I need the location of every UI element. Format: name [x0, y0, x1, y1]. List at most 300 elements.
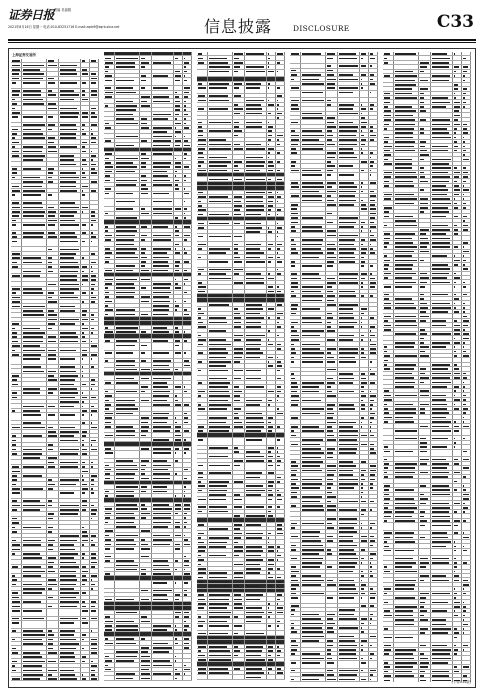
table-cell: [383, 618, 394, 621]
table-cell: [326, 285, 337, 288]
table-cell: [419, 429, 430, 436]
table-cell: [59, 438, 82, 441]
table-cell: [462, 493, 471, 496]
table-cell: [267, 230, 276, 233]
table-cell: [233, 151, 244, 154]
table-cell: [174, 576, 183, 579]
table-cell: [11, 59, 22, 62]
table-cell: [338, 596, 361, 603]
table-cell: [22, 296, 47, 299]
table-cell: [453, 157, 462, 160]
table-cell: [326, 652, 337, 655]
table-cell: [152, 468, 175, 471]
table-cell: [276, 580, 285, 583]
table-cell: [326, 307, 337, 310]
table-cell: [360, 294, 369, 297]
table-row: [104, 451, 192, 459]
table-cell: [197, 549, 208, 552]
table-cell: [326, 583, 337, 586]
table-cell: [47, 136, 58, 139]
table-cell: [90, 582, 99, 585]
table-cell: [301, 276, 326, 279]
table-cell: [383, 153, 394, 156]
table-cell: [419, 179, 430, 182]
table-cell: [290, 648, 301, 651]
table-cell: [394, 556, 419, 559]
table-cell: [152, 326, 175, 329]
table-cell: [301, 451, 326, 454]
table-cell: [174, 498, 183, 501]
table-cell: [462, 245, 471, 248]
table-cell: [183, 134, 192, 137]
table-cell: [183, 264, 192, 267]
table-cell: [276, 147, 285, 150]
table-cell: [431, 184, 454, 187]
table-cell: [290, 398, 301, 401]
table-cell: [183, 174, 192, 177]
table-cell: [276, 562, 285, 565]
table-cell: [140, 403, 151, 406]
table-cell: [290, 512, 301, 515]
table-cell: [453, 631, 462, 634]
table-cell: [431, 175, 454, 178]
table-cell: [90, 378, 99, 381]
table-cell: [338, 285, 361, 288]
table-cell: [115, 472, 140, 475]
table-cell: [369, 648, 378, 651]
table-cell: [47, 574, 58, 577]
table-cell: [453, 450, 462, 457]
table-cell: [326, 526, 337, 529]
table-row: [104, 676, 192, 680]
table-cell: [453, 514, 462, 517]
table-cell: [431, 201, 454, 204]
table-cell: [183, 317, 192, 320]
table-cell: [383, 319, 394, 322]
table-cell: [462, 445, 471, 448]
table-cell: [152, 192, 175, 199]
table-cell: [59, 543, 82, 546]
table-cell: [338, 225, 361, 228]
table-cell: [462, 276, 471, 279]
table-cell: [47, 430, 58, 433]
table-cell: [369, 416, 378, 419]
table-cell: [90, 210, 99, 213]
table-cell: [431, 484, 454, 487]
table-cell: [174, 104, 183, 107]
table-cell: [301, 368, 326, 371]
table-cell: [47, 642, 58, 645]
table-cell: [183, 542, 192, 545]
table-row: [290, 661, 378, 669]
table-cell: [290, 185, 301, 188]
table-cell: [47, 569, 58, 572]
table-cell: [208, 606, 233, 609]
table-cell: [174, 330, 183, 333]
table-cell: [22, 304, 47, 307]
table-cell: [290, 639, 301, 642]
table-cell: [462, 549, 471, 556]
table-cell: [59, 430, 82, 433]
table-cell: [431, 622, 454, 625]
table-cell: [290, 583, 301, 586]
table-cell: [11, 278, 22, 281]
table-cell: [11, 530, 22, 533]
table-cell: [360, 447, 369, 450]
table-cell: [11, 205, 22, 208]
table-cell: [208, 580, 233, 583]
table-cell: [394, 153, 419, 156]
table-cell: [245, 602, 268, 605]
table-cell: [360, 630, 369, 633]
table-cell: [104, 156, 115, 159]
table-cell: [90, 487, 99, 490]
table-cell: [90, 543, 99, 546]
table-cell: [47, 63, 58, 66]
table-row: [383, 635, 471, 643]
table-cell: [104, 148, 115, 151]
table-cell: [360, 656, 369, 659]
table-cell: [152, 216, 175, 219]
table-cell: [245, 571, 268, 574]
table-cell: [453, 436, 462, 439]
table-cell: [462, 74, 471, 77]
table-cell: [394, 171, 419, 174]
table-cell: [47, 421, 58, 424]
table-cell: [90, 318, 99, 321]
table-cell: [90, 189, 99, 192]
table-cell: [326, 233, 337, 236]
table-cell: [208, 338, 233, 341]
table-cell: [104, 516, 115, 519]
table-cell: [267, 133, 276, 136]
table-cell: [115, 233, 140, 236]
table-cell: [394, 648, 419, 651]
table-cell: [152, 494, 175, 497]
table-cell: [104, 481, 115, 484]
table-cell: [81, 460, 90, 463]
table-cell: [301, 303, 326, 306]
table-cell: [174, 468, 183, 471]
table-cell: [22, 434, 47, 437]
table-cell: [90, 304, 99, 307]
table-cell: [197, 653, 208, 656]
table-cell: [360, 534, 369, 537]
table-cell: [152, 207, 175, 210]
table-cell: [47, 193, 58, 200]
table-cell: [383, 493, 394, 496]
table-cell: [208, 567, 233, 570]
table-cell: [394, 578, 419, 581]
table-cell: [383, 135, 394, 138]
table-cell: [104, 78, 115, 85]
table-cell: [115, 242, 140, 245]
table-cell: [115, 672, 140, 675]
table-row: [383, 523, 471, 531]
table-cell: [59, 265, 82, 268]
table-cell: [115, 304, 140, 307]
table-cell: [90, 59, 99, 62]
table-cell: [208, 602, 233, 605]
table-cell: [326, 220, 337, 223]
table-cell: [453, 219, 462, 222]
table-cell: [431, 424, 454, 427]
table-cell: [369, 181, 378, 184]
table-cell: [462, 197, 471, 200]
table-row: [197, 675, 285, 679]
table-cell: [197, 147, 208, 150]
table-cell: [453, 596, 462, 599]
table-cell: [301, 255, 326, 258]
table-cell: [383, 549, 394, 556]
table-cell: [326, 673, 337, 676]
table-cell: [104, 295, 115, 298]
table-cell: [453, 402, 462, 405]
table-cell: [90, 456, 99, 459]
table-cell: [462, 665, 471, 668]
table-cell: [245, 260, 268, 267]
table-cell: [59, 184, 82, 187]
table-cell: [245, 658, 268, 661]
table-cell: [369, 617, 378, 620]
table-cell: [338, 155, 361, 158]
table-cell: [152, 538, 175, 541]
table-cell: [383, 280, 394, 283]
table-cell: [47, 391, 58, 394]
table-cell: [47, 582, 58, 585]
table-cell: [338, 486, 361, 489]
table-cell: [245, 116, 268, 119]
table-cell: [47, 93, 58, 96]
table-cell: [326, 86, 337, 89]
table-cell: [140, 99, 151, 102]
table-cell: [267, 294, 276, 297]
table-cell: [81, 344, 90, 347]
table-cell: [326, 596, 337, 603]
table-cell: [183, 433, 192, 436]
table-cell: [174, 481, 183, 484]
table-cell: [197, 597, 208, 600]
table-cell: [104, 650, 115, 653]
table-cell: [174, 148, 183, 151]
table-cell: [276, 226, 285, 229]
table-cell: [338, 198, 361, 201]
table-cell: [383, 605, 394, 608]
table-cell: [233, 199, 244, 202]
table-cell: [394, 166, 419, 169]
table-cell: [11, 600, 22, 603]
table-cell: [453, 228, 462, 231]
table-cell: [174, 615, 183, 618]
table-cell: [81, 596, 90, 599]
table-cell: [22, 167, 47, 170]
table-cell: [47, 396, 58, 399]
table-cell: [81, 478, 90, 481]
table-cell: [104, 126, 115, 129]
table-cell: [197, 230, 208, 233]
table-cell: [197, 385, 208, 388]
table-cell: [431, 219, 454, 222]
table-row: [290, 56, 378, 64]
table-cell: [183, 611, 192, 614]
table-cell: [174, 490, 183, 493]
table-cell: [338, 164, 361, 167]
table-cell: [453, 127, 462, 130]
table-cell: [276, 527, 285, 530]
table-cell: [183, 507, 192, 510]
table-cell: [81, 260, 90, 263]
table-cell: [197, 234, 208, 241]
table-cell: [174, 363, 183, 366]
table-cell: [197, 151, 208, 154]
table-cell: [208, 234, 233, 241]
table-cell: [383, 166, 394, 169]
table-cell: [140, 229, 151, 232]
table-cell: [47, 491, 58, 498]
table-cell: [383, 350, 394, 353]
table-cell: [59, 235, 82, 238]
table-cell: [174, 438, 183, 441]
table-cell: [431, 127, 454, 130]
table-cell: [360, 578, 369, 581]
table-cell: [90, 491, 99, 498]
table-cell: [197, 412, 208, 415]
table-cell: [152, 525, 175, 528]
table-cell: [290, 103, 301, 106]
table-cell: [301, 608, 326, 611]
table-cell: [394, 389, 419, 392]
table-cell: [81, 438, 90, 441]
table-cell: [174, 317, 183, 320]
table-cell: [11, 123, 22, 126]
table-cell: [115, 183, 140, 186]
table-cell: [369, 376, 378, 379]
table-cell: [383, 436, 394, 439]
table-cell: [431, 358, 454, 361]
table-cell: [245, 112, 268, 115]
table-cell: [90, 180, 99, 183]
table-cell: [462, 570, 471, 573]
table-cell: [431, 332, 454, 335]
table-cell: [462, 250, 471, 253]
table-cell: [197, 364, 208, 367]
table-cell: [245, 186, 268, 189]
table-cell: [11, 574, 22, 577]
table-cell: [11, 538, 22, 541]
table-cell: [419, 153, 430, 156]
table-cell: [360, 220, 369, 223]
table-cell: [11, 167, 22, 170]
table-cell: [338, 639, 361, 642]
table-cell: [245, 549, 268, 552]
table-cell: [453, 445, 462, 448]
table-cell: [338, 530, 361, 533]
table-cell: [267, 510, 276, 513]
table-cell: [104, 425, 115, 428]
table-cell: [11, 534, 22, 537]
table-cell: [81, 300, 90, 303]
table-cell: [301, 91, 326, 98]
table-cell: [22, 530, 47, 533]
table-cell: [174, 628, 183, 631]
table-cell: [360, 233, 369, 236]
table-cell: [453, 153, 462, 156]
table-cell: [360, 677, 369, 680]
table-cell: [360, 338, 369, 341]
table-cell: [394, 65, 419, 68]
table-cell: [152, 390, 175, 393]
table-cell: [431, 670, 454, 673]
table-cell: [360, 56, 369, 63]
table-cell: [462, 429, 471, 436]
table-cell: [233, 333, 244, 336]
table-cell: [90, 560, 99, 563]
table-cell: [267, 255, 276, 258]
section-title-english: DISCLOSURE: [293, 24, 350, 33]
table-cell: [81, 348, 90, 351]
table-cell: [208, 65, 233, 68]
table-cell: [81, 508, 90, 511]
table-cell: [115, 503, 140, 506]
table-cell: [369, 264, 378, 271]
table-cell: [47, 543, 58, 546]
table-cell: [267, 234, 276, 241]
table-cell: [22, 482, 47, 485]
table-cell: [290, 98, 301, 101]
table-cell: [22, 193, 47, 200]
table-cell: [419, 466, 430, 469]
table-cell: [419, 250, 430, 253]
table-cell: [174, 117, 183, 120]
table-cell: [383, 497, 394, 500]
table-cell: [369, 103, 378, 106]
table-cell: [140, 407, 151, 410]
table-cell: [462, 96, 471, 99]
table-cell: [47, 443, 58, 446]
table-cell: [208, 390, 233, 393]
table-cell: [59, 487, 82, 490]
table-cell: [267, 160, 276, 163]
table-cell: [369, 342, 378, 345]
table-cell: [11, 256, 22, 259]
table-cell: [183, 390, 192, 393]
table-cell: [301, 429, 326, 432]
table-cell: [233, 497, 244, 504]
table-cell: [47, 106, 58, 109]
table-cell: [11, 357, 22, 364]
table-cell: [183, 512, 192, 515]
table-cell: [233, 276, 244, 279]
table-cell: [245, 82, 268, 85]
table-cell: [338, 264, 361, 271]
table-cell: [11, 235, 22, 238]
table-cell: [90, 339, 99, 342]
table-cell: [81, 193, 90, 200]
table-cell: [394, 301, 419, 304]
table-cell: [233, 133, 244, 136]
table-cell: [453, 109, 462, 112]
table-cell: [462, 301, 471, 304]
table-cell: [419, 457, 430, 460]
table-cell: [419, 52, 430, 55]
table-cell: [208, 589, 233, 592]
table-cell: [140, 117, 151, 120]
table-cell: [369, 107, 378, 110]
table-cell: [233, 195, 244, 198]
table-cell: [369, 630, 378, 633]
table-cell: [22, 344, 47, 347]
table-cell: [301, 469, 326, 472]
